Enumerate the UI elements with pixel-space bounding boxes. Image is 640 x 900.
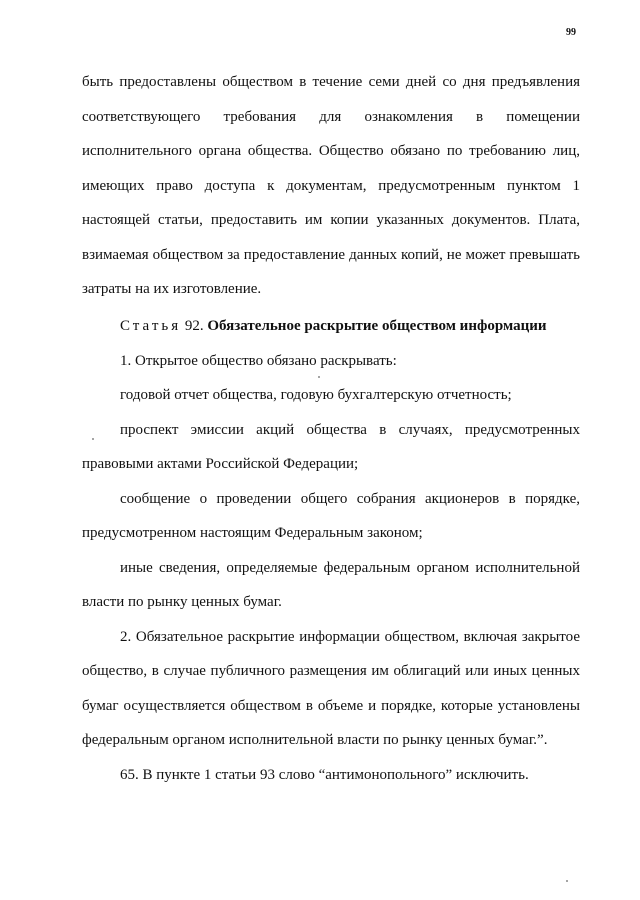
clause-1-item-continuation: предусмотренном настоящим Федеральным законом; [82,525,423,541]
scan-speck [92,438,94,440]
clause-1-item-continuation: власти по рынку ценных бумаг. [82,594,282,610]
article-label: Статья [120,318,182,334]
clause-1-item: сообщение о проведении общего собрания акционеров в порядке, [120,490,580,507]
amendment-65: 65. В пункте 1 статьи 93 слово “антимонопольного” исключить. [120,766,529,783]
clause-1-item-continuation: правовыми актами Российской Федерации; [82,456,359,472]
paragraph-line: исполнительного органа общества. Общество обязано по требованию лиц, [82,143,580,159]
clause-2-line: 2. Обязательное раскрытие информации обществом, включая закрытое [120,628,580,645]
page-number: 99 [566,27,576,38]
clause-2-line: федеральным органом исполнительной власти по рынку ценных бумаг.”. [82,732,548,748]
clause-2-line: общество, в случае публичного размещения им облигаций или иных ценных [82,663,580,679]
paragraph-line: настоящей статьи, предоставить им копии указанных документов. Плата, [82,212,580,228]
article-number: 92. [181,318,208,334]
clause-1-item: иные сведения, определяемые федеральным органом исполнительной [120,559,580,576]
paragraph-line: затраты на их изготовление. [82,281,262,297]
scan-speck [566,880,568,882]
clause-1-intro: 1. Открытое общество обязано раскрывать: [120,352,397,369]
clause-1-item: проспект эмиссии акций общества в случаях, предусмотренных [120,421,580,438]
scan-speck [318,376,320,378]
article-title: Обязательное раскрытие обществом информации [207,318,547,334]
document-body [82,74,580,801]
paragraph-line: быть предоставлены обществом в течение семи дней со дня предъявления [82,74,580,90]
article-heading [82,318,580,335]
clause-2-line: бумаг осуществляется обществом в объеме и порядке, которые установлены [82,697,580,714]
clause-1-item: годовой отчет общества, годовую бухгалтерскую отчетность; [120,387,512,403]
paragraph-line: соответствующего требования для ознакомления в помещении [82,108,580,125]
paragraph-line: взимаемая обществом за предоставление данных копий, не может превышать [82,246,580,263]
paragraph-line: имеющих право доступа к документам, предусмотренным пунктом 1 [82,177,580,194]
